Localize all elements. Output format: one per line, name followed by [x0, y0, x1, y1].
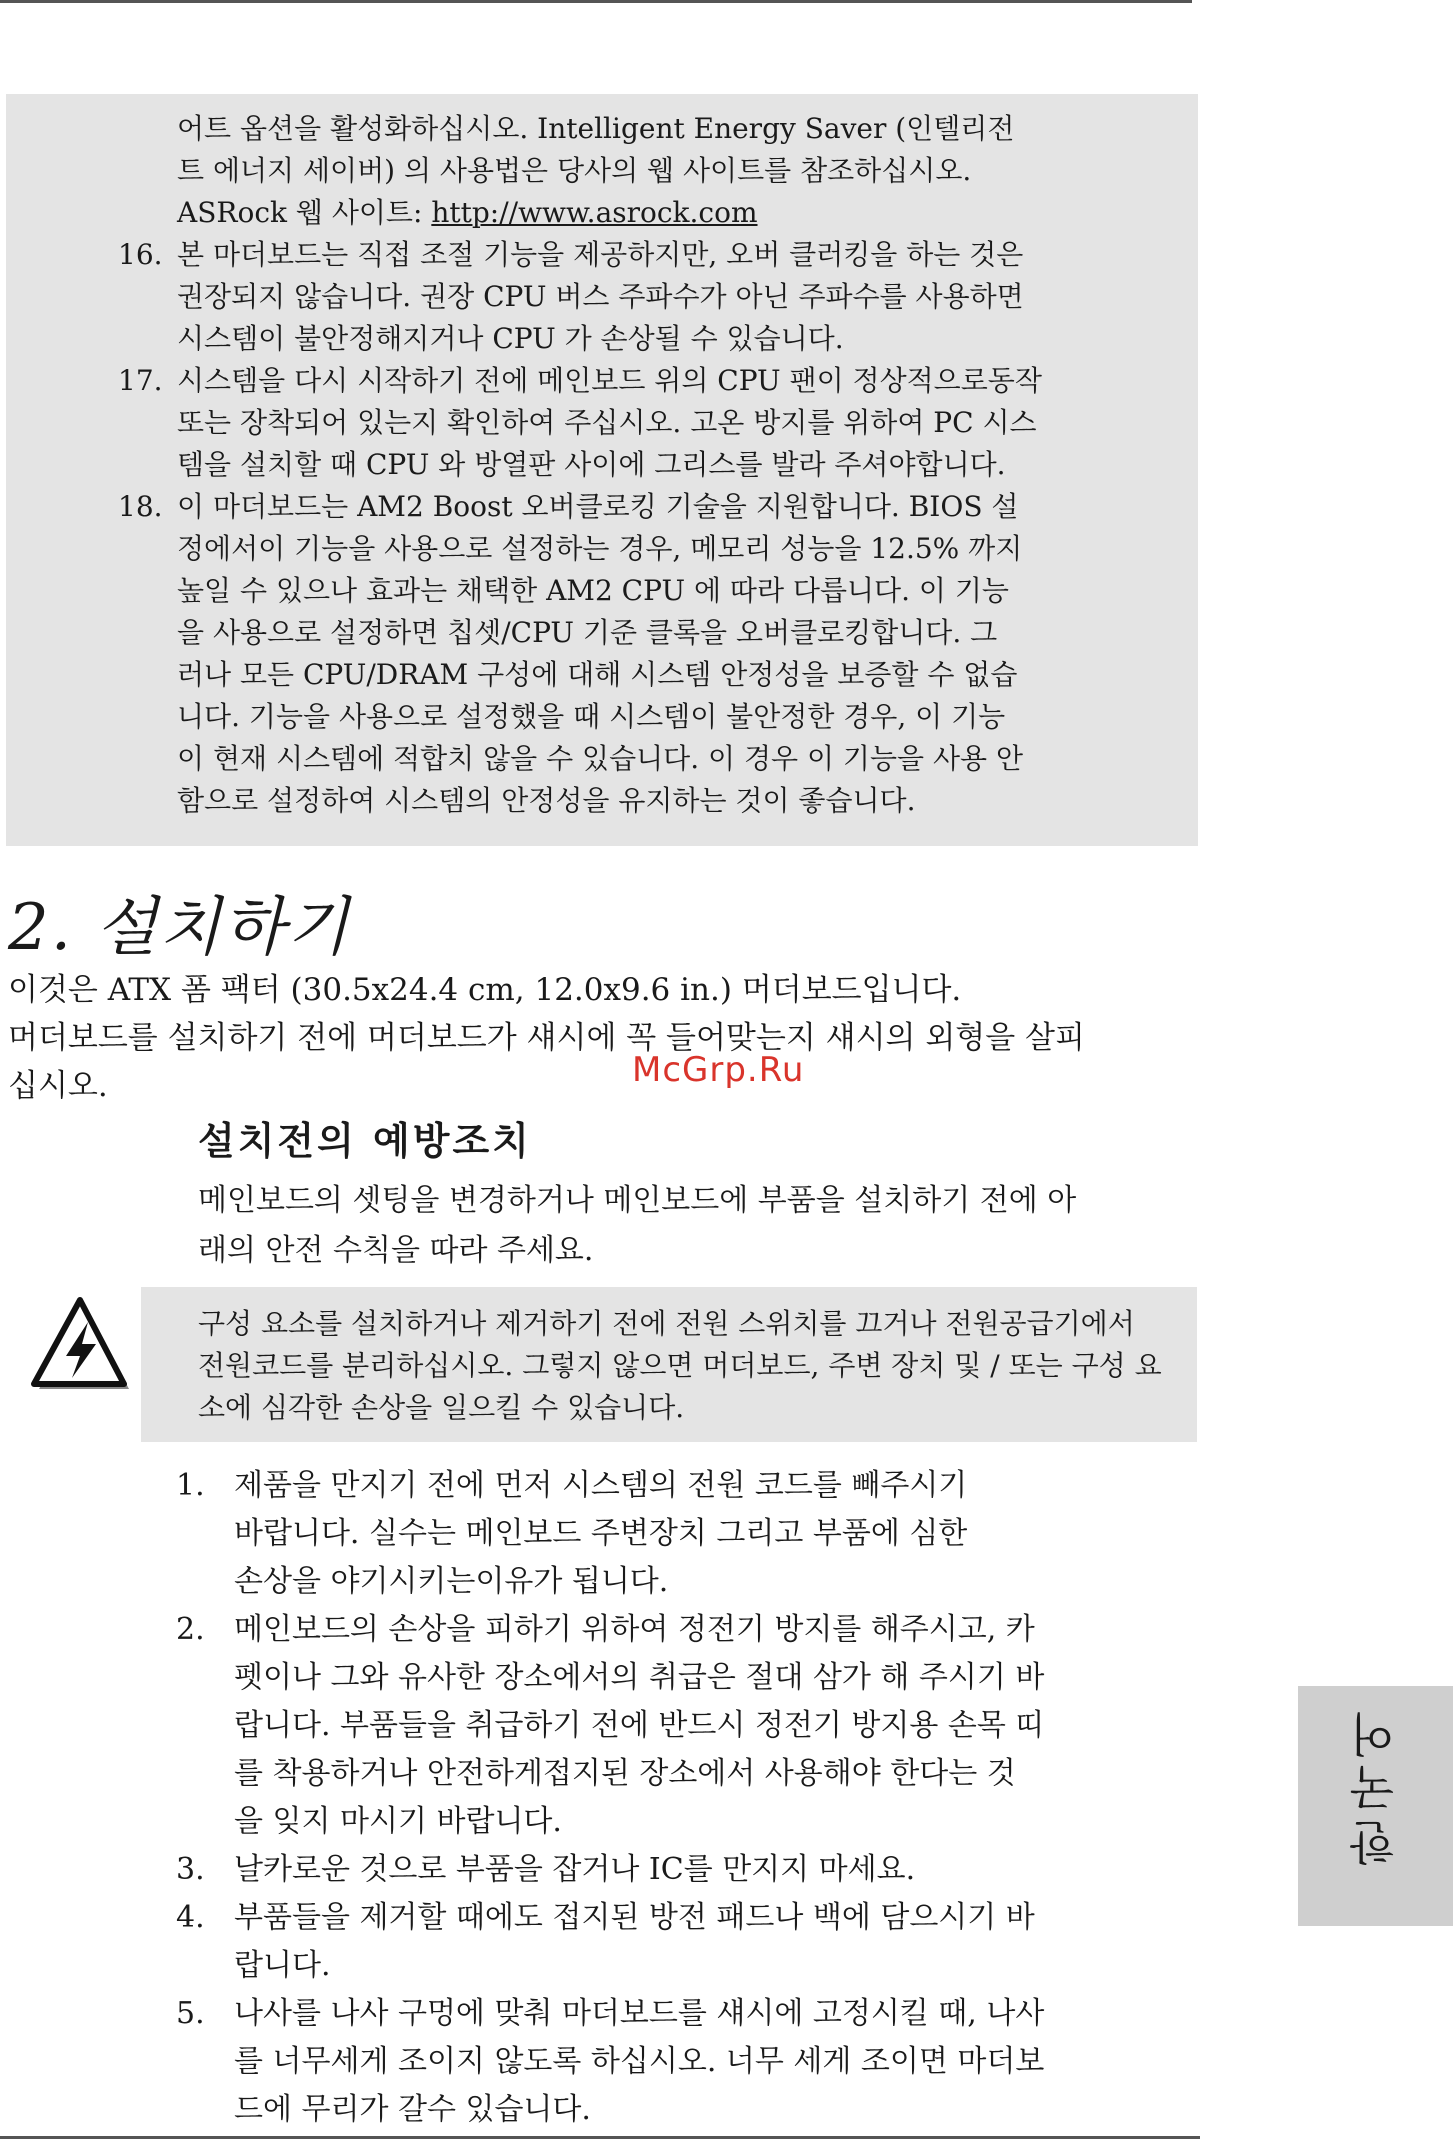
note-line: 시스템이 불안정해지거나 CPU 가 손상될 수 있습니다. [177, 322, 844, 355]
step-number: 3. [176, 1852, 205, 1887]
note-line: 러나 모든 CPU/DRAM 구성에 대해 시스템 안정성을 보증할 수 없습 [177, 658, 1018, 691]
note-number: 16. [118, 238, 163, 271]
step-line: 메인보드의 손상을 피하기 위하여 정전기 방지를 해주시고, 카 [234, 1612, 1035, 1647]
step-line: 랍니다. [234, 1948, 331, 1983]
note-number: 17. [118, 364, 163, 397]
note-line: 이 마더보드는 AM2 Boost 오버클로킹 기술을 지원합니다. BIOS 설 [177, 490, 1019, 523]
website-label: ASRock 웹 사이트: [177, 196, 432, 229]
warning-line: 소에 심각한 손상을 일으킬 수 있습니다. [198, 1391, 685, 1424]
step-line: 바랍니다. 실수는 메인보드 주변장치 그리고 부품에 심한 [234, 1516, 968, 1551]
note-line: 시스템을 다시 시작하기 전에 메인보드 위의 CPU 팬이 정상적으로동작 [177, 364, 1042, 397]
top-rule [0, 0, 1192, 3]
section-intro-line: 십시오. [8, 1068, 108, 1104]
note-intro-line: 어트 옵션을 활성화하십시오. Intelligent Energy Saver (인텔리전 [177, 112, 1015, 145]
warning-line: 구성 요소를 설치하거나 제거하기 전에 전원 스위치를 끄거나 전원공급기에서 [198, 1307, 1135, 1340]
step-line: 손상을 야기시키는이유가 됩니다. [234, 1564, 669, 1599]
section-intro-line: 머더보드를 설치하기 전에 머더보드가 섀시에 꼭 들어맞는지 섀시의 외형을 살피 [8, 1020, 1085, 1056]
precautions-title: 설치전의 예방조치 [198, 1118, 532, 1163]
watermark: McGrp.Ru [632, 1050, 805, 1090]
language-tab [1298, 1686, 1453, 1926]
note-line: 본 마더보드는 직접 조절 기능을 제공하지만, 오버 클러킹을 하는 것은 [177, 238, 1024, 271]
step-number: 5. [176, 1996, 205, 2031]
high-voltage-warning-icon [28, 1292, 132, 1392]
precautions-intro-line: 메인보드의 셋팅을 변경하거나 메인보드에 부품을 설치하기 전에 아 [198, 1183, 1077, 1218]
note-line: 높일 수 있으나 효과는 채택한 AM2 CPU 에 따라 다릅니다. 이 기능 [177, 574, 1009, 607]
note-number: 18. [118, 490, 163, 523]
note-line: 이 현재 시스템에 적합치 않을 수 있습니다. 이 경우 이 기능을 사용 안 [177, 742, 1024, 775]
step-line: 제품을 만지기 전에 먼저 시스템의 전원 코드를 빼주시기 [234, 1468, 968, 1503]
warning-line: 전원코드를 분리하십시오. 그렇지 않으면 머더보드, 주변 장치 및 / 또는 구성 요 [198, 1349, 1162, 1382]
section-title: 2. 설치하기 [8, 891, 351, 965]
note-line: 을 사용으로 설정하면 칩셋/CPU 기준 클록을 오버클로킹합니다. 그 [177, 616, 998, 649]
note-line: 또는 장착되어 있는지 확인하여 주십시오. 고온 방지를 위하여 PC 시스 [177, 406, 1037, 439]
step-line: 를 착용하거나 안전하게접지된 장소에서 사용해야 한다는 것 [234, 1756, 1016, 1791]
note-intro-line: 트 에너지 세이버) 의 사용법은 당사의 웹 사이트를 참조하십시오. [177, 154, 972, 187]
step-line: 을 잊지 마시기 바랍니다. [234, 1804, 562, 1839]
note-line: 템을 설치할 때 CPU 와 방열판 사이에 그리스를 발라 주셔야합니다. [177, 448, 1006, 481]
website-link[interactable]: http://www.asrock.com [431, 196, 758, 229]
precautions-intro-line: 래의 안전 수칙을 따라 주세요. [198, 1233, 594, 1268]
step-number: 4. [176, 1900, 205, 1935]
note-line: 함으로 설정하여 시스템의 안정성을 유지하는 것이 좋습니다. [177, 784, 916, 817]
step-number: 1. [176, 1468, 205, 1503]
step-line: 펫이나 그와 유사한 장소에서의 취급은 절대 삼가 해 주시기 바 [234, 1660, 1045, 1695]
note-line: 정에서이 기능을 사용으로 설정하는 경우, 메모리 성능을 12.5% 까지 [177, 532, 1023, 565]
step-line: 를 너무세게 조이지 않도록 하십시오. 너무 세게 조이면 마더보 [234, 2044, 1045, 2079]
step-line: 날카로운 것으로 부품을 잡거나 IC를 만지지 마세요. [234, 1852, 916, 1887]
note-line: 권장되지 않습니다. 권장 CPU 버스 주파수가 아닌 주파수를 사용하면 [177, 280, 1024, 313]
step-line: 나사를 나사 구멍에 맞춰 마더보드를 섀시에 고정시킬 때, 나사 [234, 1996, 1045, 2031]
step-line: 드에 무리가 갈수 있습니다. [234, 2092, 591, 2127]
step-line: 부품들을 제거할 때에도 접지된 방전 패드나 백에 담으시기 바 [234, 1900, 1035, 1935]
step-number: 2. [176, 1612, 205, 1647]
note-line: 니다. 기능을 사용으로 설정했을 때 시스템이 불안정한 경우, 이 기능 [177, 700, 1006, 733]
language-tab-label: 한국어 [1348, 1704, 1402, 1866]
step-line: 랍니다. 부품들을 취급하기 전에 반드시 정전기 방지용 손목 띠 [234, 1708, 1045, 1743]
section-intro-line: 이것은 ATX 폼 팩터 (30.5x24.4 cm, 12.0x9.6 in.) 머더보드입니다. [8, 972, 962, 1008]
bottom-rule [0, 2136, 1200, 2139]
website-line [177, 192, 758, 234]
